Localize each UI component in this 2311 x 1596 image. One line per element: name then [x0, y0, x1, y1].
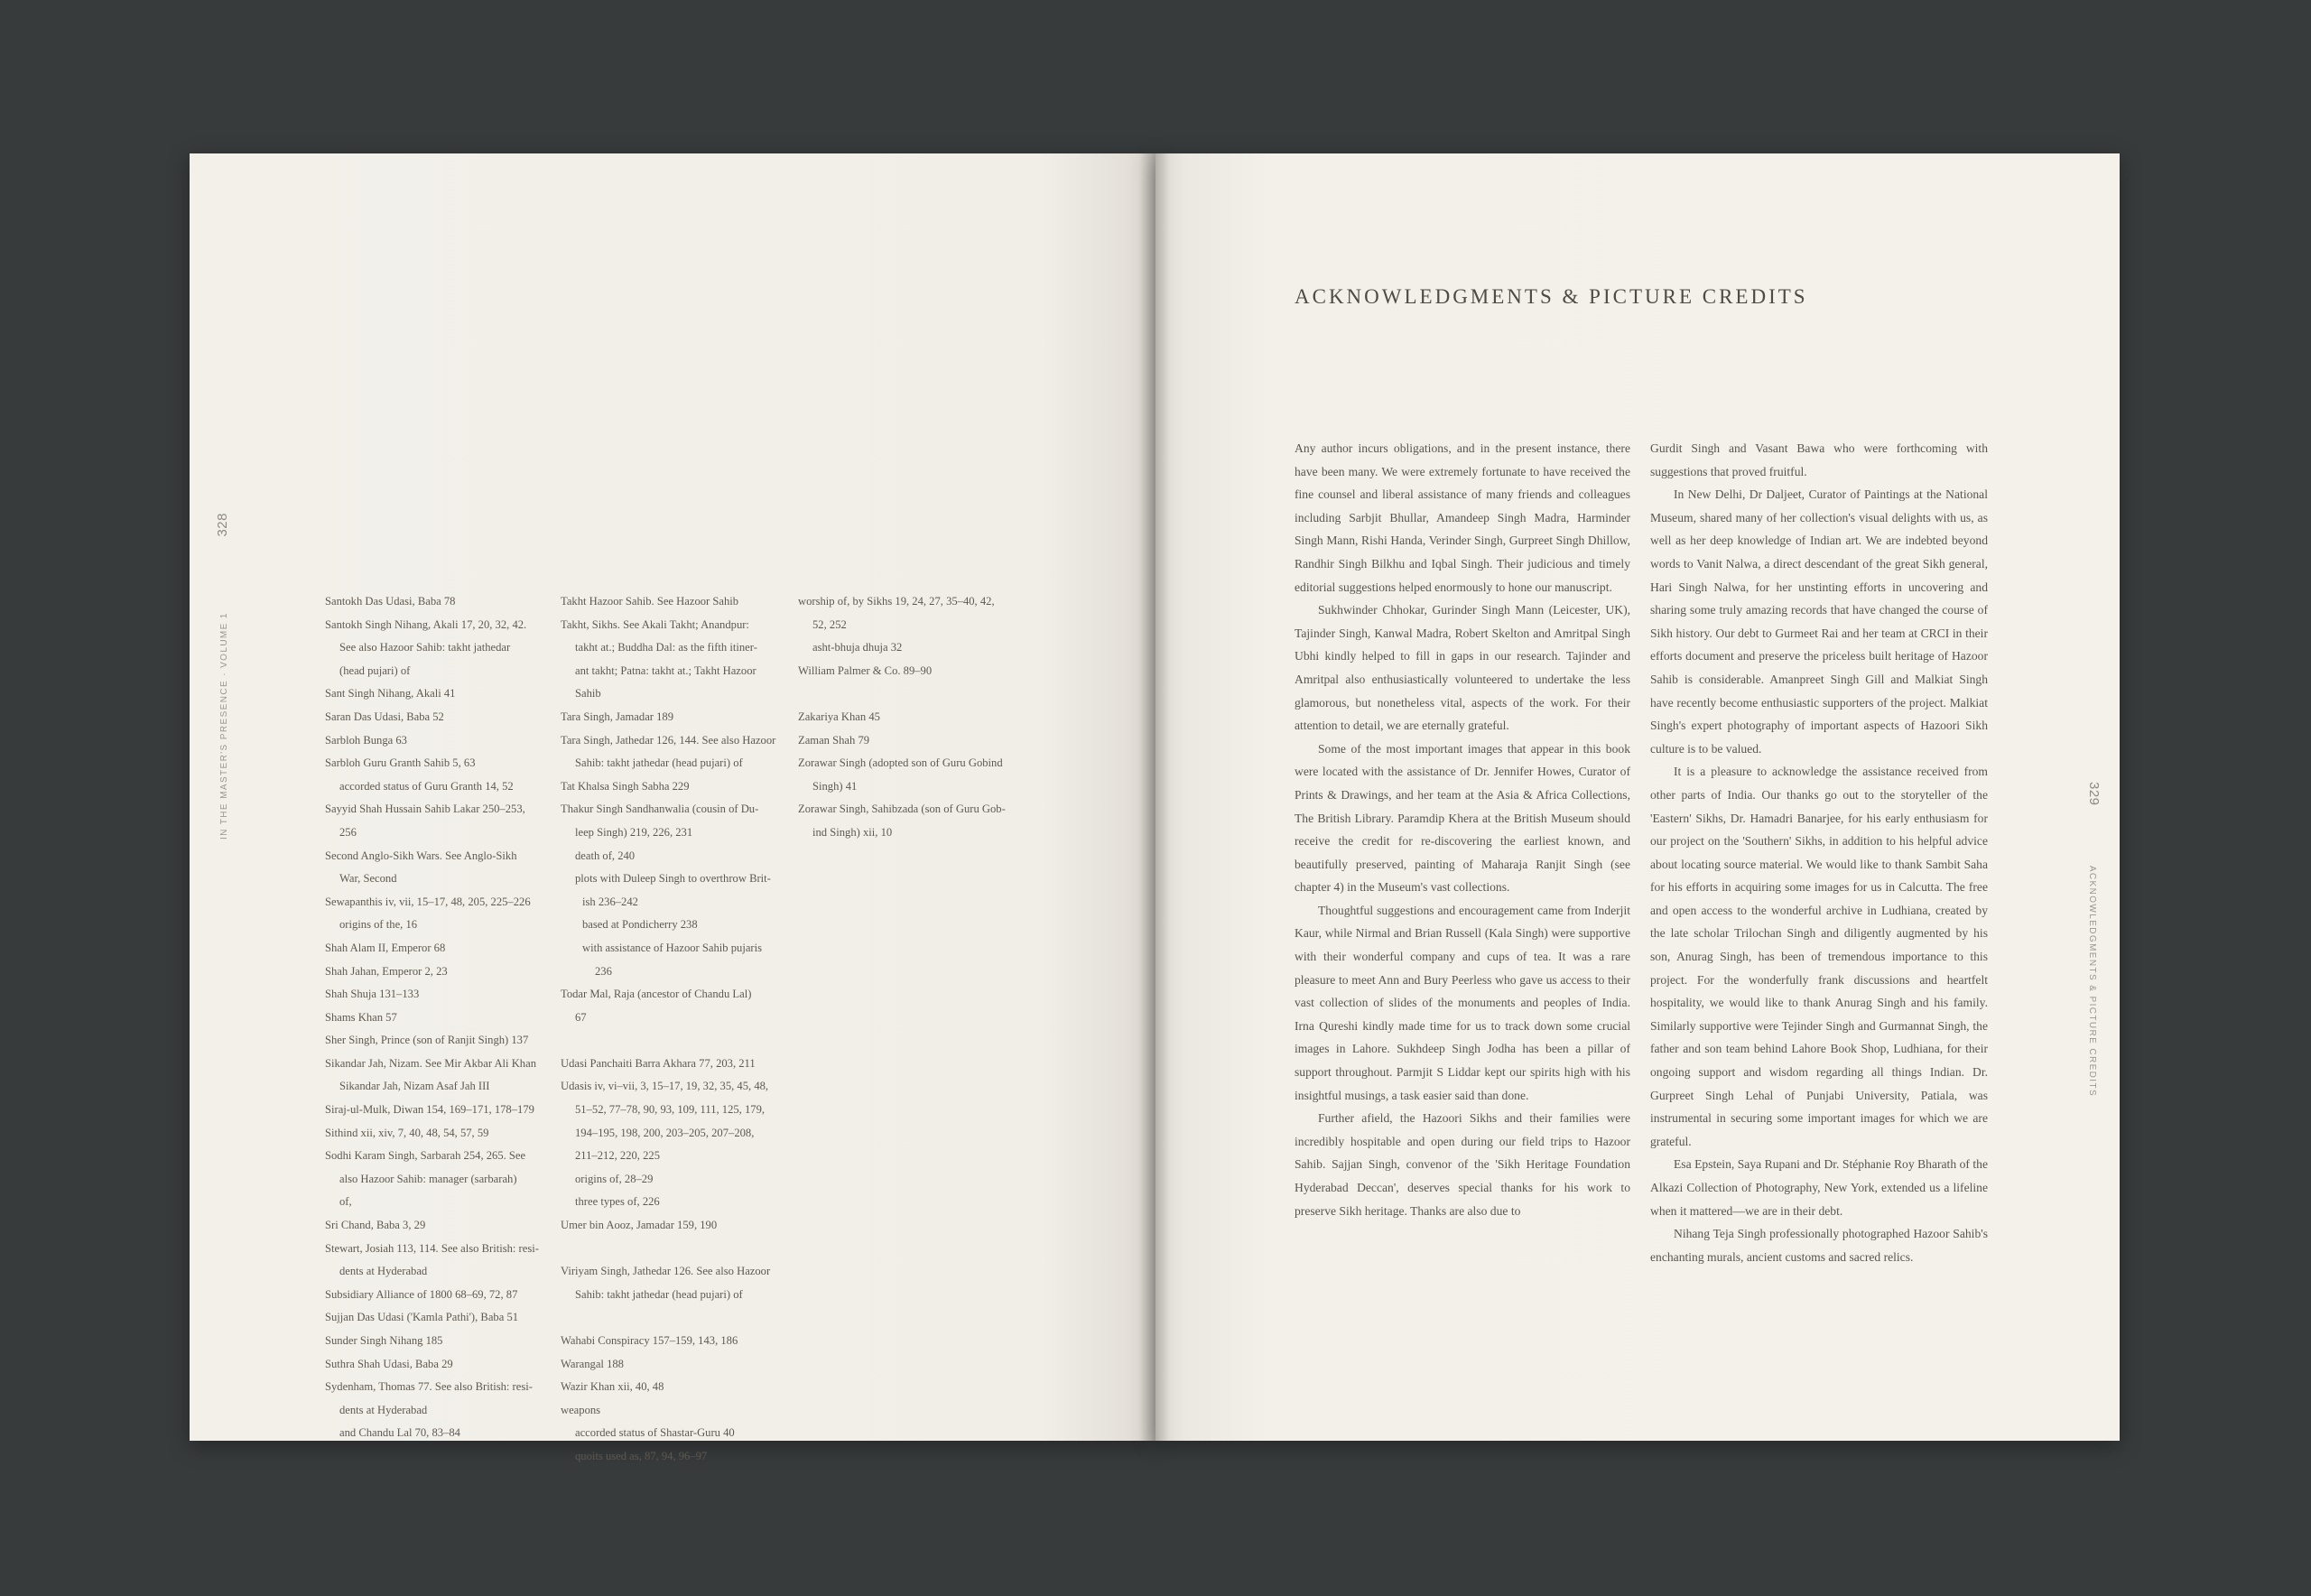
- index-entry: Wahabi Conspiracy 157–159, 143, 186: [561, 1334, 738, 1347]
- index-entry: ant takht; Patna: takht at.; Takht Hazoor: [575, 663, 756, 677]
- index-entry: Sayyid Shah Hussain Sahib Lakar 250–253,: [325, 803, 525, 816]
- index-entry: of,: [339, 1195, 352, 1209]
- index-column-2: [561, 590, 786, 1469]
- index-entry: Sikandar Jah, Nizam Asaf Jah III: [339, 1080, 490, 1093]
- index-gap: [561, 1306, 786, 1330]
- index-entry: 236: [595, 964, 612, 978]
- index-entry: Thakur Singh Sandhanwalia (cousin of Du-: [561, 803, 759, 816]
- index-entry: Udasi Panchaiti Barra Akhara 77, 203, 211: [561, 1056, 756, 1070]
- index-entry: and Chandu Lal 70, 83–84: [339, 1426, 460, 1440]
- index-entry: Santokh Singh Nihang, Akali 17, 20, 32, 42.: [325, 617, 527, 631]
- index-entry: Santokh Das Udasi, Baba 78: [325, 595, 456, 608]
- index-entry: Shah Jahan, Emperor 2, 23: [325, 964, 448, 978]
- body-paragraph: It is a pleasure to acknowledge the assistance received from other parts of India. Our thanks go out to the storyteller of the 'Eastern' Sikhs, Dr. Hamadri Banarjee, for his early enthusiasm for our project on the 'Southern' Sikhs, in addition to his helpful advice about locating source material. We would like to thank Sambit Saha for his efforts in acquiring some images for us in Calcutta. The free and open access to the wonderful archive in Ludhiana, created by the late scholar Trilochan Singh and diligently augmented by his son, Anurag Singh, has been of tremendous importance to this project. For the wonderfully frank discussions and heartfelt hospitality, we would like to thank Anurag Singh and his family. Similarly supportive were Tejinder Singh and Gurmannat Singh, the father and son team behind Lahore Book Shop, Ludhiana, for their ongoing support and wisdom regarding all things Indian. Dr. Gurpreet Singh Lehal of Punjabi University, Patiala, was instrumental in securing some important images for which we are grateful.: [1650, 765, 1988, 1148]
- index-entry: Stewart, Josiah 113, 114. See also British: resi-: [325, 1241, 539, 1255]
- index-entry: worship of, by Sikhs 19, 24, 27, 35–40, 42,: [798, 595, 995, 608]
- index-entry: 52, 252: [812, 617, 847, 631]
- index-entry: origins of, 28–29: [575, 1172, 654, 1185]
- index-entry: Siraj-ul-Mulk, Diwan 154, 169–171, 178–179: [325, 1103, 534, 1117]
- index-entry: Sujjan Das Udasi ('Kamla Pathi'), Baba 51: [325, 1311, 519, 1324]
- index-entry: Takht Hazoor Sahib. See Hazoor Sahib: [561, 595, 739, 608]
- index-entry: ish 236–242: [582, 895, 638, 908]
- index-entry: 256: [339, 825, 357, 839]
- index-entry: three types of, 226: [575, 1195, 660, 1209]
- index-entry: See also Hazoor Sahib: takht jathedar: [339, 641, 511, 654]
- index-entry: Subsidiary Alliance of 1800 68–69, 72, 87: [325, 1287, 518, 1301]
- index-entry: Sunder Singh Nihang 185: [325, 1334, 443, 1347]
- index-entry: Zaman Shah 79: [798, 733, 870, 747]
- index-entry: 211–212, 220, 225: [575, 1149, 660, 1163]
- index-column-1: [325, 590, 542, 1445]
- index-entry: Sahib: takht jathedar (head pujari) of: [575, 756, 743, 770]
- body-paragraph: Esa Epstein, Saya Rupani and Dr. Stéphanie Roy Bharath of the Alkazi Collection of Photography, New York, extended us a lifeline when it mattered—we are in their debt.: [1650, 1157, 1988, 1218]
- index-entry: 67: [575, 1010, 587, 1024]
- book-spine: [1139, 153, 1170, 1441]
- left-running-head: [215, 513, 230, 840]
- index-entry: accorded status of Shastar-Guru 40: [575, 1426, 735, 1440]
- right-page-number: 329: [2086, 782, 2102, 806]
- index-entry: William Palmer & Co. 89–90: [798, 663, 933, 677]
- index-entry: Sher Singh, Prince (son of Ranjit Singh) 137: [325, 1034, 529, 1047]
- index-entry: dents at Hyderabad: [339, 1265, 428, 1278]
- body-paragraph: Gurdit Singh and Vasant Bawa who were forthcoming with suggestions that proved fruitful.: [1650, 441, 1988, 478]
- index-entry: Sahib: takht jathedar (head pujari) of: [575, 1287, 743, 1301]
- index-entry: Sri Chand, Baba 3, 29: [325, 1219, 426, 1232]
- right-running-head: [2086, 782, 2102, 1097]
- index-gap: [561, 1029, 786, 1053]
- index-entry: 51–52, 77–78, 90, 93, 109, 111, 125, 179,: [575, 1103, 766, 1117]
- page-title: ACKNOWLEDGMENTS & PICTURE CREDITS: [1295, 285, 1808, 308]
- left-page: [190, 153, 1156, 1462]
- index-entry: death of, 240: [575, 849, 636, 862]
- index-entry: Viriyam Singh, Jathedar 126. See also Hazoor: [561, 1265, 771, 1278]
- index-entry: leep Singh) 219, 226, 231: [575, 825, 693, 839]
- index-column-3: [798, 590, 1024, 845]
- index-entry: quoits used as, 87, 94, 96–97: [575, 1449, 708, 1462]
- index-entry: Tara Singh, Jamadar 189: [561, 710, 674, 723]
- index-entry: Sarbloh Bunga 63: [325, 733, 407, 747]
- body-paragraph: Sukhwinder Chhokar, Gurinder Singh Mann (Leicester, UK), Tajinder Singh, Kanwal Madra, Robert Skelton and Amritpal Singh Ubhi kindly helped to fill in gaps in our research. Tajinder and Amritpal also enthusiastically volunteered to undertake the less glamorous, but nonetheless vital, aspects of the work. For their attention to detail, we are eternally grateful.: [1295, 603, 1630, 733]
- left-page-number: 328: [215, 513, 230, 537]
- index-entry: Zakariya Khan 45: [798, 710, 880, 723]
- index-entry: Zorawar Singh, Sahibzada (son of Guru Gob-: [798, 803, 1006, 816]
- index-entry: with assistance of Hazoor Sahib pujaris: [582, 941, 763, 954]
- index-entry: Umer bin Aooz, Jamadar 159, 190: [561, 1219, 718, 1232]
- index-entry: Saran Das Udasi, Baba 52: [325, 710, 444, 723]
- index-entry: Sahib: [575, 687, 601, 701]
- index-entry: Sodhi Karam Singh, Sarbarah 254, 265. See: [325, 1149, 526, 1163]
- index-entry: War, Second: [339, 872, 397, 886]
- index-entry: Second Anglo-Sikh Wars. See Anglo-Sikh: [325, 849, 517, 862]
- index-entry: Singh) 41: [812, 779, 858, 793]
- index-entry: plots with Duleep Singh to overthrow Brit-: [575, 872, 771, 886]
- body-paragraph: Further afield, the Hazoori Sikhs and their families were incredibly hospitable and open during our field trips to Hazoor Sahib. Sajjan Singh, convenor of the 'Sikh Heritage Foundation Hyderabad Deccan', deserves special thanks for his work to preserve Sikh heritage. Thanks are also due to: [1295, 1111, 1630, 1218]
- index-entry: Sikandar Jah, Nizam. See Mir Akbar Ali Khan: [325, 1056, 536, 1070]
- index-entry: accorded status of Guru Granth 14, 52: [339, 779, 514, 793]
- index-entry: Tara Singh, Jathedar 126, 144. See also Hazoor: [561, 733, 776, 747]
- body-paragraph: Some of the most important images that appear in this book were located with the assistance of Dr. Jennifer Howes, Curator of Prints & Drawings, and her team at the Asia & Africa Collections, The British Library. Paramdip Khera at the British Museum should receive the credit for re-discovering the earliest known, and beautifully preserved, painting of Maharaja Ranjit Singh (see chapter 4) in the Museum's vast collections.: [1295, 741, 1630, 895]
- index-entry: Sithind xii, xiv, 7, 40, 48, 54, 57, 59: [325, 1126, 489, 1139]
- index-entry: Wazir Khan xii, 40, 48: [561, 1380, 664, 1394]
- index-entry: asht-bhuja dhuja 32: [812, 641, 903, 654]
- right-page: [1156, 153, 2120, 1441]
- index-entry: also Hazoor Sahib: manager (sarbarah): [339, 1172, 517, 1185]
- index-entry: Suthra Shah Udasi, Baba 29: [325, 1357, 453, 1370]
- index-entry: Takht, Sikhs. See Akali Takht; Anandpur:: [561, 617, 749, 631]
- index-entry: Udasis iv, vi–vii, 3, 15–17, 19, 32, 35, 45, 48,: [561, 1080, 769, 1093]
- index-gap: [561, 1238, 786, 1261]
- index-entry: ind Singh) xii, 10: [812, 825, 893, 839]
- left-running-head-text: IN THE MASTER'S PRESENCE · VOLUME 1: [219, 612, 229, 840]
- index-entry: dents at Hyderabad: [339, 1403, 428, 1416]
- body-column-1: [1295, 437, 1630, 1222]
- index-entry: Shams Khan 57: [325, 1010, 397, 1024]
- index-entry: Warangal 188: [561, 1357, 624, 1370]
- index-entry: Shah Alam II, Emperor 68: [325, 941, 446, 954]
- index-entry: Sarbloh Guru Granth Sahib 5, 63: [325, 756, 476, 770]
- right-running-head-text: ACKNOWLEDGMENTS & PICTURE CREDITS: [2087, 865, 2097, 1098]
- index-entry: takht at.; Buddha Dal: as the fifth itiner-: [575, 641, 757, 654]
- body-paragraph: Nihang Teja Singh professionally photographed Hazoor Sahib's enchanting murals, ancient customs and sacred relics.: [1650, 1227, 1988, 1264]
- index-entry: 194–195, 198, 200, 203–205, 207–208,: [575, 1126, 755, 1139]
- index-entry: (head pujari) of: [339, 663, 411, 677]
- index-entry: Sewapanthis iv, vii, 15–17, 48, 205, 225–226: [325, 895, 531, 908]
- index-entry: based at Pondicherry 238: [582, 918, 698, 932]
- body-paragraph: In New Delhi, Dr Daljeet, Curator of Paintings at the National Museum, shared many of her collection's visual delights with us, as well as her deep knowledge of Indian art. We are indebted beyond words to Vanit Nalwa, a direct descendant of the great Sikh general, Hari Singh Nalwa, for her unstinting efforts in uncovering and sharing some truly amazing records that have changed the course of Sikh history. Our debt to Gurmeet Rai and her team at CRCI in their efforts document and preserve the priceless built heritage of Hazoor Sahib is considerable. Amanpreet Singh Gill and Malkiat Singh have recently become enthusiastic supporters of the project. Malkiat Singh's expert photography of important aspects of Hazoori Sikh culture is to be valued.: [1650, 487, 1988, 756]
- index-entry: Sant Singh Nihang, Akali 41: [325, 687, 456, 701]
- index-entry: Zorawar Singh (adopted son of Guru Gobind: [798, 756, 1003, 770]
- body-column-2: [1650, 437, 1988, 1268]
- body-paragraph: Thoughtful suggestions and encouragement came from Inderjit Kaur, while Nirmal and Brian Russell (Kala Singh) were supportive with their wonderful company and cups of tea. It was a rare pleasure to meet Ann and Bury Peerless who gave us access to their vast collection of slides of the monuments and peoples of India. Irna Qureshi kindly made time for us to track down some crucial images in Lahore. Sukhdeep Singh Jodha has been a pillar of support throughout. Parmjit S Liddar kept our spirits high with his insightful musings, a task easier said than done.: [1295, 903, 1630, 1102]
- index-entry: Shah Shuja 131–133: [325, 988, 420, 1001]
- index-entry: Tat Khalsa Singh Sabha 229: [561, 779, 690, 793]
- index-entry: Sydenham, Thomas 77. See also British: resi-: [325, 1380, 533, 1394]
- index-entry: origins of the, 16: [339, 918, 418, 932]
- body-paragraph: Any author incurs obligations, and in the present instance, there have been many. We were extremely fortunate to have received the fine counsel and liberal assistance of many friends and colleagues including Sarbjit Bhullar, Amandeep Singh Madra, Harminder Singh Mann, Rishi Handa, Verinder Singh, Gurpreet Singh Dhillow, Randhir Singh Bilkhu and Iqbal Singh. Their judicious and timely editorial suggestions helped enormously to hone our manuscript.: [1295, 441, 1630, 594]
- index-entry: weapons: [561, 1403, 601, 1416]
- index-entry: Todar Mal, Raja (ancestor of Chandu Lal): [561, 988, 752, 1001]
- index-gap: [798, 682, 1024, 706]
